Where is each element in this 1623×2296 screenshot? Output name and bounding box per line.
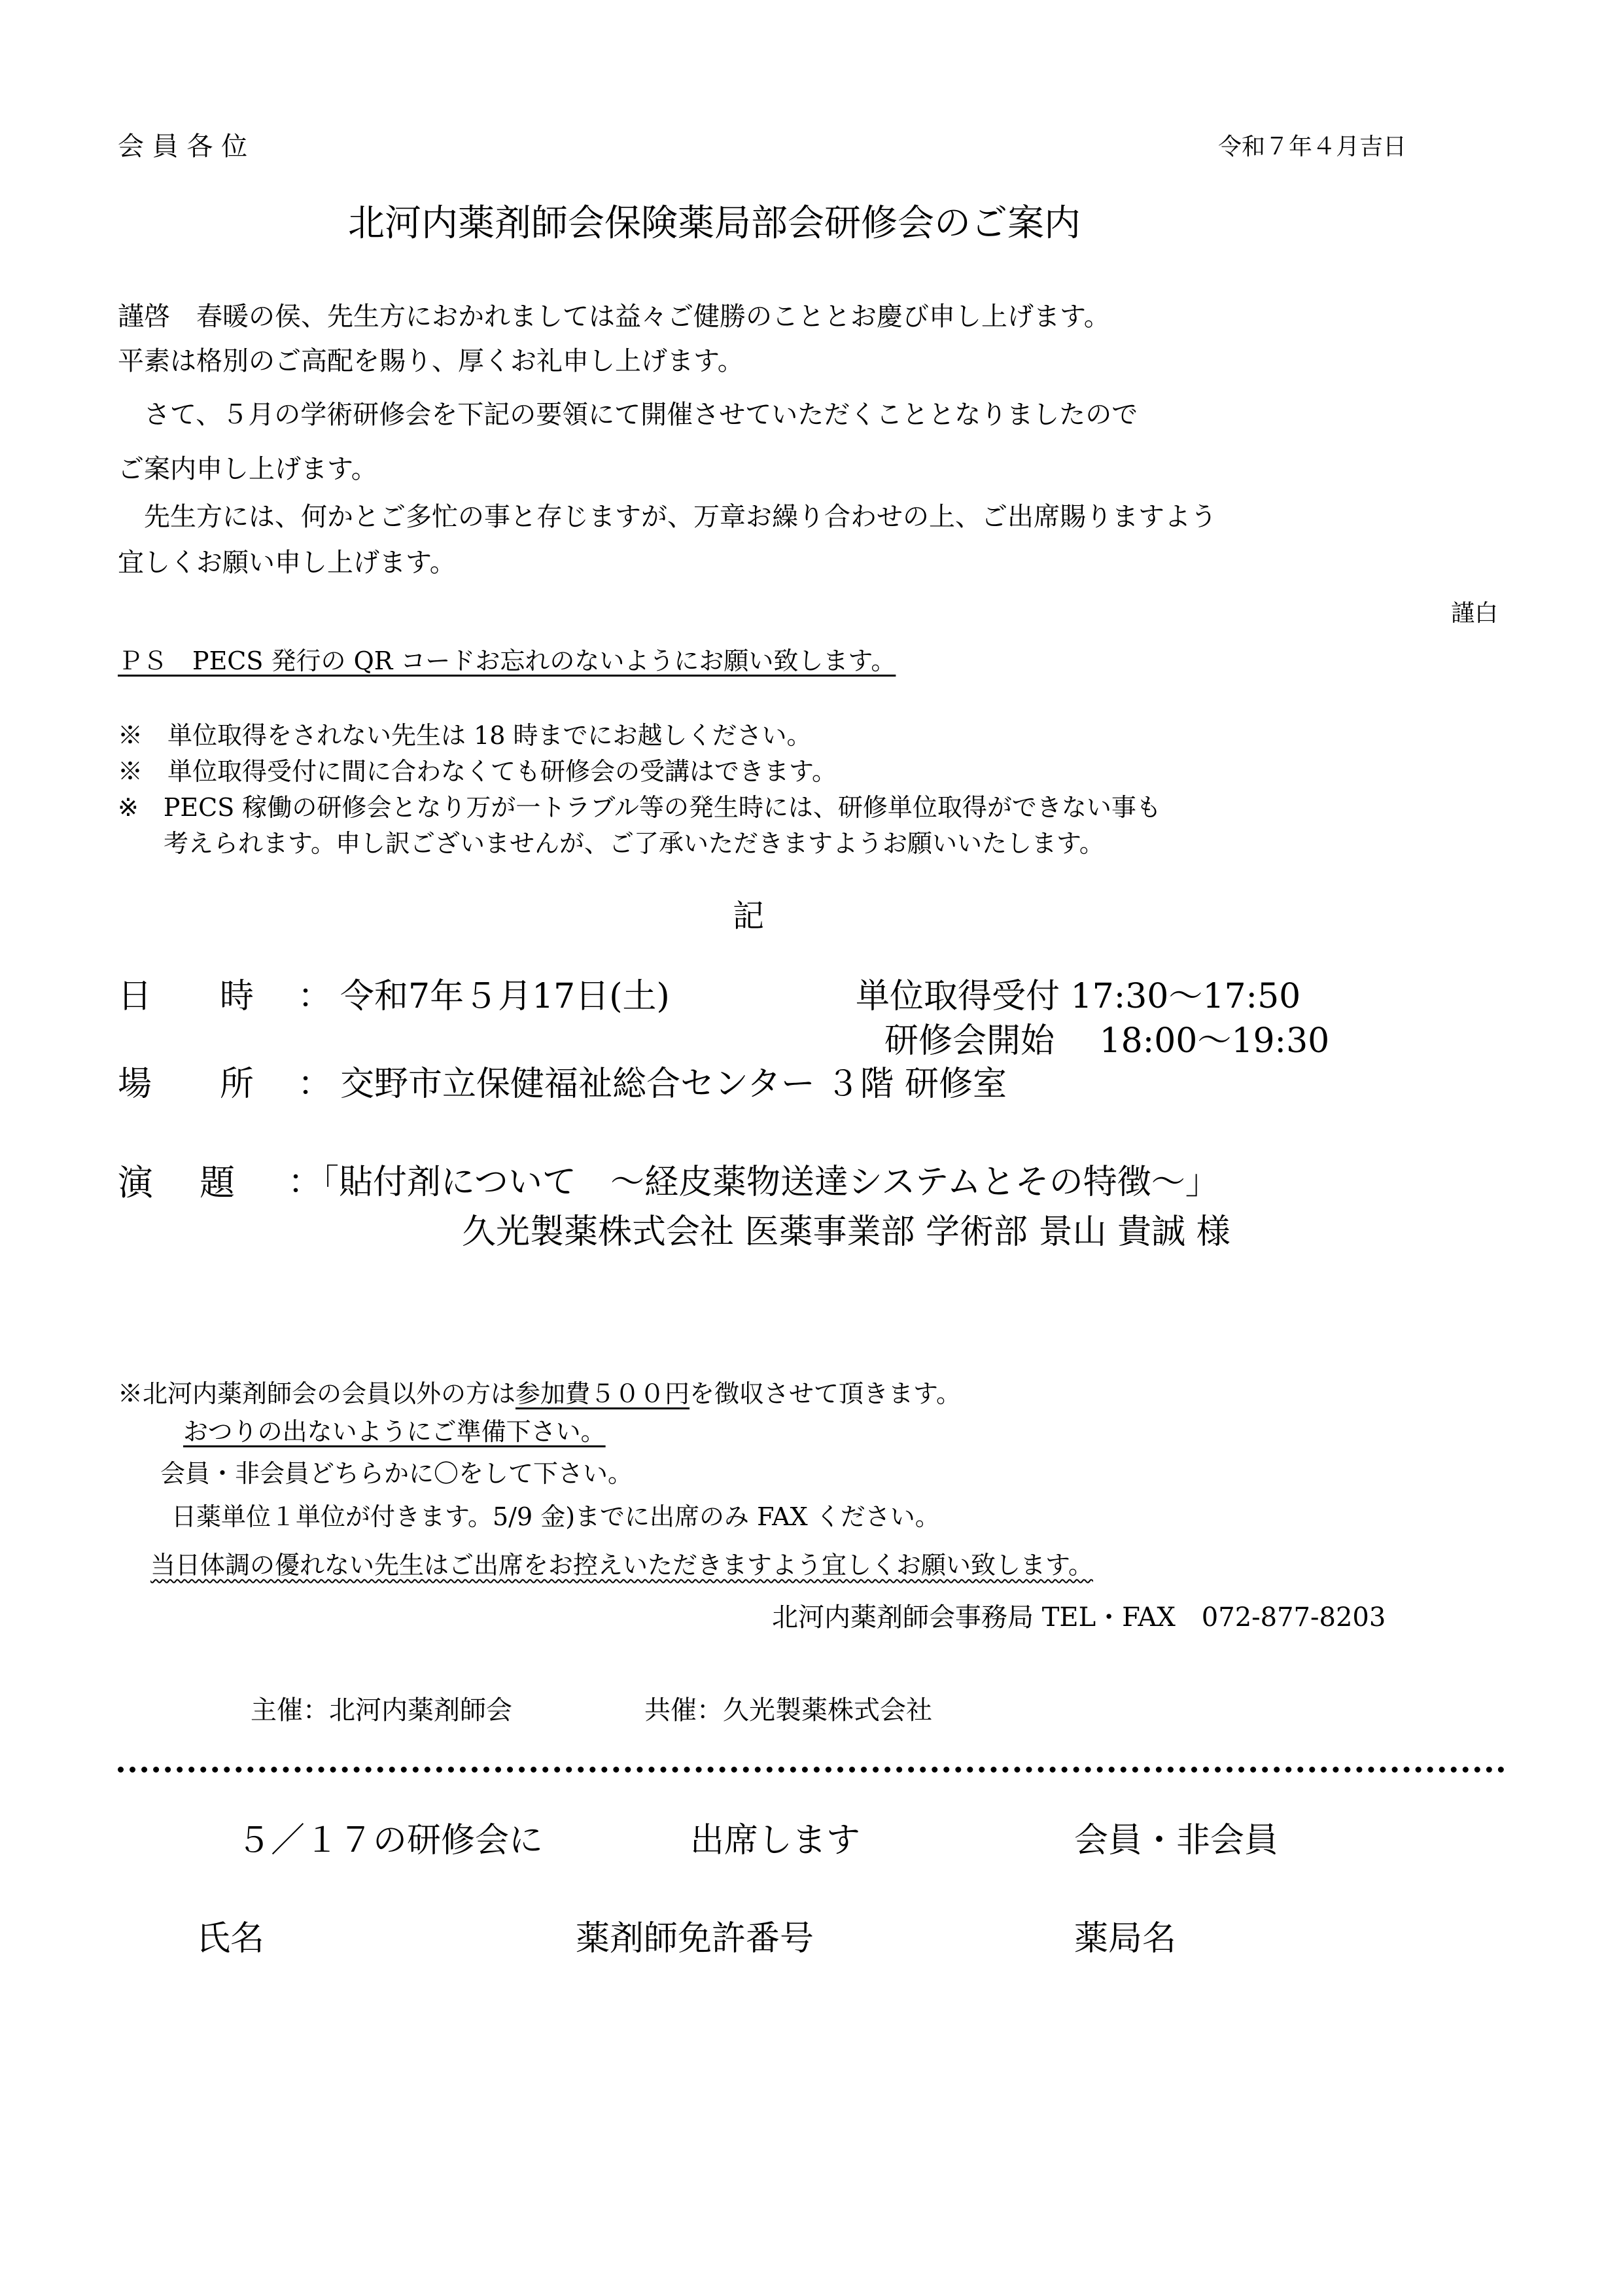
greeting-line-6: 宜しくお願い申し上げます。 [118, 548, 456, 578]
note-3a: ※ PECS 稼働の研修会となり万が一トラブル等の発生時には、研修単位取得ができない事も [118, 793, 1161, 822]
form-member-status: 会員・非会員 [1074, 1821, 1279, 1860]
place-colon: ： [298, 1065, 332, 1104]
form-name-label: 氏名 [196, 1919, 265, 1958]
ki-heading: 記 [733, 898, 765, 934]
ps-note: ＰＳ PECS 発行の QR コードお忘れのないようにお願い致します。 [118, 646, 896, 675]
fee-amount: 参加費５００円 [515, 1379, 690, 1408]
reception-time: 単位取得受付 17:30〜17:50 [856, 977, 1301, 1016]
greeting-line-4: ご案内申し上げます。 [118, 454, 377, 484]
addressee: 会 員 各 位 [118, 132, 248, 162]
speaker: 久光製薬株式会社 医薬事業部 学術部 景山 貴誠 様 [462, 1212, 1230, 1252]
form-license-label: 薬剤師免許番号 [576, 1919, 814, 1958]
fee-line-5: 当日体調の優れない先生はご出席をお控えいただきますよう宜しくお願い致します。 [150, 1551, 1093, 1580]
fee-line-2: おつりの出ないようにご準備下さい。 [183, 1417, 606, 1446]
greeting-line-2: 平素は格別のご高配を賜り、厚くお礼申し上げます。 [118, 346, 744, 376]
topic-value: ：「貼付剤について 〜経皮薬物送達システムとその特徴〜」 [288, 1163, 1219, 1202]
datetime-colon: ： [298, 977, 332, 1016]
datetime-label: 日 時 [118, 977, 254, 1016]
fee-line-1-pre: ※北河内薬剤師会の会員以外の方は [118, 1379, 516, 1408]
fee-line-1 [118, 1379, 961, 1409]
form-attend: 出席します [690, 1821, 861, 1860]
fee-line-1-post: を徴収させて頂きます。 [689, 1379, 961, 1408]
note-3b: 考えられます。申し訳ございませんが、ご了承いただきますようお願いいたします。 [164, 829, 1104, 858]
cut-line-divider [118, 1767, 1505, 1773]
issue-date: 令和７年４月吉日 [1218, 133, 1407, 160]
cohost: 共催：久光製薬株式会社 [644, 1695, 932, 1725]
form-session: ５／１７の研修会に [237, 1821, 544, 1860]
place-value: 交野市立保健福祉総合センター ３階 研修室 [340, 1065, 1007, 1104]
closing-word: 謹白 [1451, 600, 1499, 627]
topic-label: 演 題 [118, 1162, 236, 1203]
fee-line-3: 会員・非会員どちらかに〇をして下さい。 [160, 1459, 633, 1488]
contact-info: 北河内薬剤師会事務局 TEL・FAX 072-877-8203 [772, 1602, 1386, 1633]
greeting-line-5: 先生方には、何かとご多忙の事と存じますが、万章お繰り合わせの上、ご出席賜りますよう [118, 502, 1217, 532]
greeting-line-1: 謹啓 春暖の侯、先生方におかれましては益々ご健勝のこととお慶び申し上げます。 [118, 302, 1110, 332]
fee-line-4: 日薬単位１単位が付きます。5/9 金)までに出席のみ FAX ください。 [171, 1502, 940, 1531]
host: 主催：北河内薬剤師会 [251, 1695, 512, 1725]
session-start-time: 研修会開始 18:00〜19:30 [884, 1021, 1330, 1061]
note-2: ※ 単位取得受付に間に合わなくても研修会の受講はできます。 [118, 757, 837, 786]
place-label: 場 所 [118, 1065, 254, 1104]
greeting-line-3: さて、５月の学術研修会を下記の要領にて開催させていただくこととなりましたので [118, 400, 1138, 430]
form-pharmacy-label: 薬局名 [1074, 1919, 1177, 1958]
date-value: 令和7年５月17日(土) [340, 977, 670, 1016]
page-title: 北河内薬剤師会保険薬局部会研修会のご案内 [348, 202, 1081, 245]
note-1: ※ 単位取得をされない先生は 18 時までにお越しください。 [118, 721, 812, 750]
